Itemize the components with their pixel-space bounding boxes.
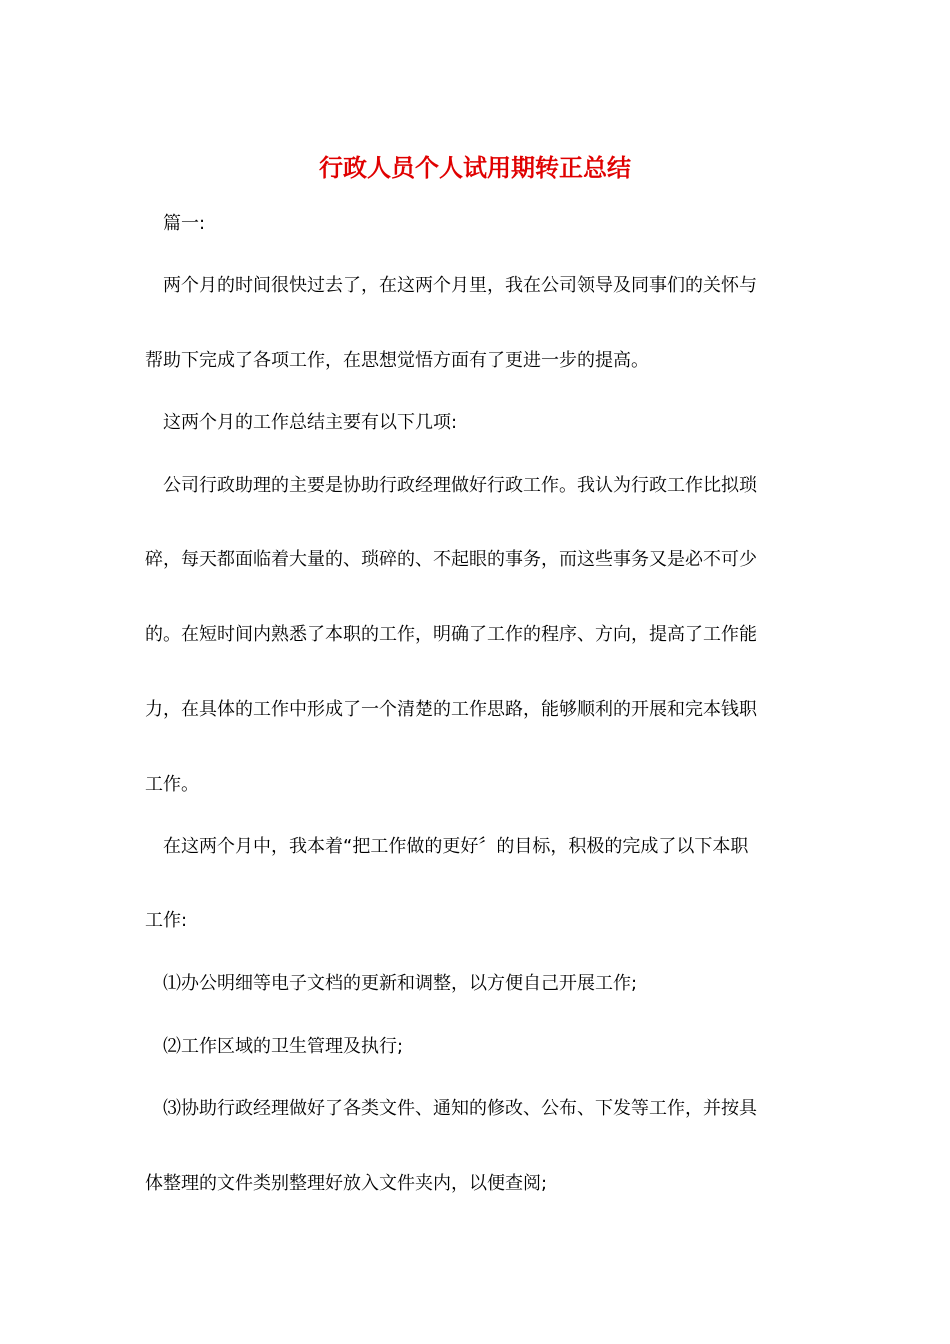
list-item: ⑴办公明细等电子文档的更新和调整，以方便自己开展工作; [163, 973, 638, 994]
paragraph-line: 的。在短时间内熟悉了本职的工作，明确了工作的程序、方向，提高了工作能 [145, 624, 757, 645]
paragraph-line: 这两个月的工作总结主要有以下几项: [163, 412, 458, 433]
paragraph-line: 两个月的时间很快过去了，在这两个月里，我在公司领导及同事们的关怀与 [163, 275, 757, 296]
paragraph-line: 体整理的文件类别整理好放入文件夹内，以便查阅; [145, 1173, 548, 1194]
paragraph-line: 工作。 [145, 774, 199, 795]
document-title: 行政人员个人试用期转正总结 [319, 153, 631, 182]
list-item: ⑶协助行政经理做好了各类文件、通知的修改、公布、下发等工作，并按具 [163, 1098, 757, 1119]
paragraph-line: 在这两个月中，我本着“把工作做的更好〞的目标，积极的完成了以下本职 [163, 836, 749, 857]
paragraph-line: 碎，每天都面临着大量的、琐碎的、不起眼的事务，而这些事务又是必不可少 [145, 549, 757, 570]
paragraph-line: 帮助下完成了各项工作，在思想觉悟方面有了更进一步的提高。 [145, 350, 649, 371]
paragraph-line: 公司行政助理的主要是协助行政经理做好行政工作。我认为行政工作比拟琐 [163, 475, 757, 496]
paragraph-line: 篇一: [163, 213, 206, 234]
paragraph-line: 工作: [145, 910, 188, 931]
paragraph-line: 力，在具体的工作中形成了一个清楚的工作思路，能够顺利的开展和完本钱职 [145, 699, 757, 720]
list-item: ⑵工作区域的卫生管理及执行; [163, 1036, 404, 1057]
